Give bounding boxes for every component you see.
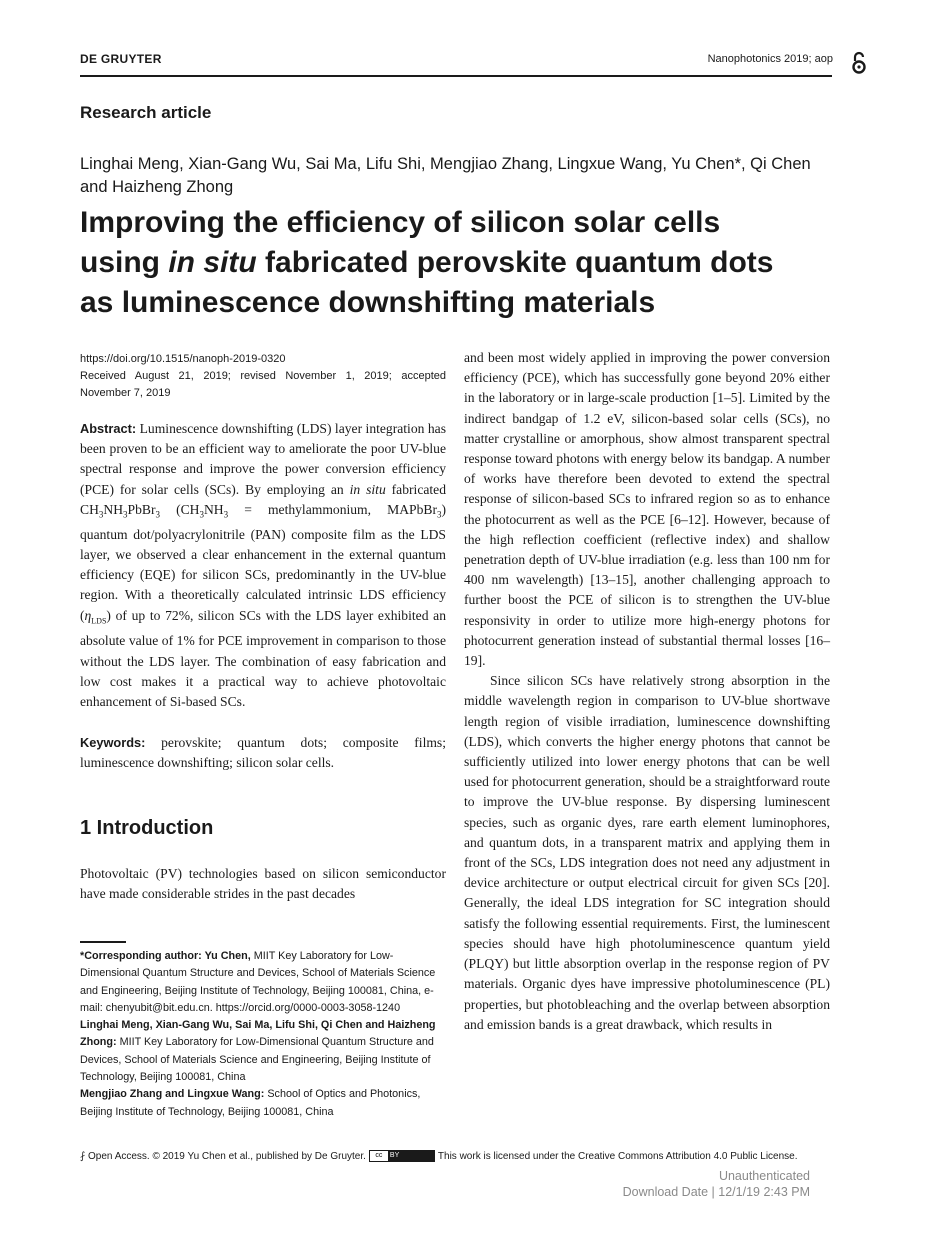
author-list: Linghai Meng, Xian-Gang Wu, Sai Ma, Lifu Shi, Mengjiao Zhang, Lingxue Wang, Yu Chen*, Qi Chen and Haizheng Zhong: [80, 155, 811, 196]
author-affiliations: [80, 948, 452, 1121]
body-paragraph: and been most widely applied in improving the power conversion efficiency (PCE), which has successfully gone beyond 20% either in the laboratory or in large-scale production [1–5]. Limited by the indirect bandgap of 1.2 eV, silicon-based solar cells (SCs), no matter crystalline or amorphous, show almost transparent spectral response toward photons with energy below its bandgap. A number of works have therefore been devoted to extend the spectral response of silicon-based SCs to infrared region so as to enhance the photocurrent as well as the PCE [6–12]. However, because of the high reflection coefficient (reflective index) and shallow penetration depth of UV-blue irradiation (e.g. less than 100 nm for 400 nm wavelength) [13–15], another challenging approach to further boost the PCE of silicon is to strengthen the UV-blue responsivity in order to utilize more high-energy photons for photocurrent generation instead of substantial thermal losses [16–19].: [464, 350, 830, 669]
article-type: Research article: [80, 103, 212, 122]
footnote-affiliation-1: Linghai Meng, Xian-Gang Wu, Sai Ma, Lifu Shi, Qi Chen and Haizheng Zhong: MIIT Key Laboratory for Low-Dimensional Quantum Structure and Devices, School of Materials Science and Engineering, Beijing Institute of Technology, Beijing 100081, China: [80, 1019, 436, 1084]
cc-by-badge: cc BY: [369, 1150, 435, 1162]
article-title: [80, 203, 860, 323]
license-notice: ⨏ Open Access. © 2019 Yu Chen et al., published by De Gruyter. cc BY This work is licensed under the Creative Commons Attribution 4.0 Public License.: [80, 1151, 798, 1162]
abstract: Abstract: Luminescence downshifting (LDS) layer integration has been proven to be an efficient way to ameliorate the poor UV-blue spectral response and improve the power conversion efficiency (PCE) for solar cells (SCs). By employing an in situ fabricated $CH_3NH_3PbBr_3$ ($CH_3NH_3$ = methylammonium, MAPbBr$_3$) quantum dot/polyacrylonitrile (PAN) composite film as the LDS layer, we observed a clear enhancement in the external quantum efficiency (EQE) for silicon SCs, predominantly in the UV-blue region. With a theoretically calculated intrinsic LDS efficiency $(\eta_{LDS})$ of up to 72%, silicon SCs with the LDS layer exhibited an absolute value of 1% for PCE improvement in comparison to those without the LDS layer. The combination of easy fabrication and low cost makes it a practical way to achieve photovoltaic enhancement of Si-based SCs.: [80, 421, 446, 710]
header-divider: [80, 75, 832, 77]
title-emphasis: in situ: [168, 246, 257, 279]
open-access-small-icon: ⨏: [80, 1151, 86, 1162]
journal-citation: Nanophotonics 2019; aop: [707, 53, 833, 65]
title-line-3: as luminescence downshifting materials: [80, 286, 656, 319]
open-access-icon: [851, 50, 867, 76]
footnote-corresponding-author: *Corresponding author: Yu Chen, MIIT Key Laboratory for Low-Dimensional Quantum Structure and Devices, School of Materials Science and Engineering, Beijing Institute of Technology, Beijing 100081, China, e-mail: chenyubit@bit.edu.cn. https://orcid.org/0000-0003-3058-1240: [80, 950, 436, 1014]
introduction-text: Photovoltaic (PV) technologies based on silicon semiconductor have made considerable strides in the past decades: [80, 866, 446, 902]
keywords: Keywords: perovskite; quantum dots; composite films; luminescence downshifting; silicon solar cells.: [80, 735, 446, 771]
footnote-affiliation-2: Mengjiao Zhang and Lingxue Wang: School of Optics and Photonics, Beijing Institute of Technology, Beijing 100081, China: [80, 1088, 421, 1118]
keywords-label: Keywords:: [80, 735, 146, 750]
body-text-right-column: [464, 348, 830, 1035]
doi-link[interactable]: https://doi.org/10.1515/nanoph-2019-0320: [80, 353, 286, 365]
section-heading-introduction: 1 Introduction: [80, 817, 214, 839]
download-watermark: Unauthenticated Download Date | 12/1/19 2:43 PM: [622, 1169, 810, 1199]
title-line-2: using in situ fabricated perovskite quantum dots: [80, 246, 774, 279]
footnote-divider: [80, 941, 126, 943]
body-paragraph: Since silicon SCs have relatively strong absorption in the middle wavelength region in comparison to UV-blue shortwave length region of visible irradiation, luminescence downshifting (LDS), which converts the higher energy photons that cannot be sufficiently utilized into lower energy photons that can be well used for photocurrent generation, should be a straightforward route to improve the UV-blue response. By dispersing luminescent species, such as organic dyes, rare earth element luminophores, and quantum dots, in a transparent matrix and applying them in front of the SCs, LDS integration does not need any adjustment in device architecture or output electrical circuit for given SCs [20]. Generally, the ideal LDS integration for SC integration should satisfy the following essential requirements. First, the luminescent species should have high photoluminescence quantum yield (PLQY) but little absorption overlap in the response region of PV materials. Organic dyes have impressive photoluminescence (PL) properties, but photobleaching and the overlap between absorption and emission bands is a great drawback, which results in: [464, 673, 830, 1032]
title-line-1: Improving the efficiency of silicon solar cells: [80, 206, 721, 239]
publisher-name: DE GRUYTER: [80, 52, 162, 66]
abstract-label: Abstract:: [80, 421, 137, 436]
received-dates: Received August 21, 2019; revised November 1, 2019; accepted November 7, 2019: [80, 370, 446, 399]
